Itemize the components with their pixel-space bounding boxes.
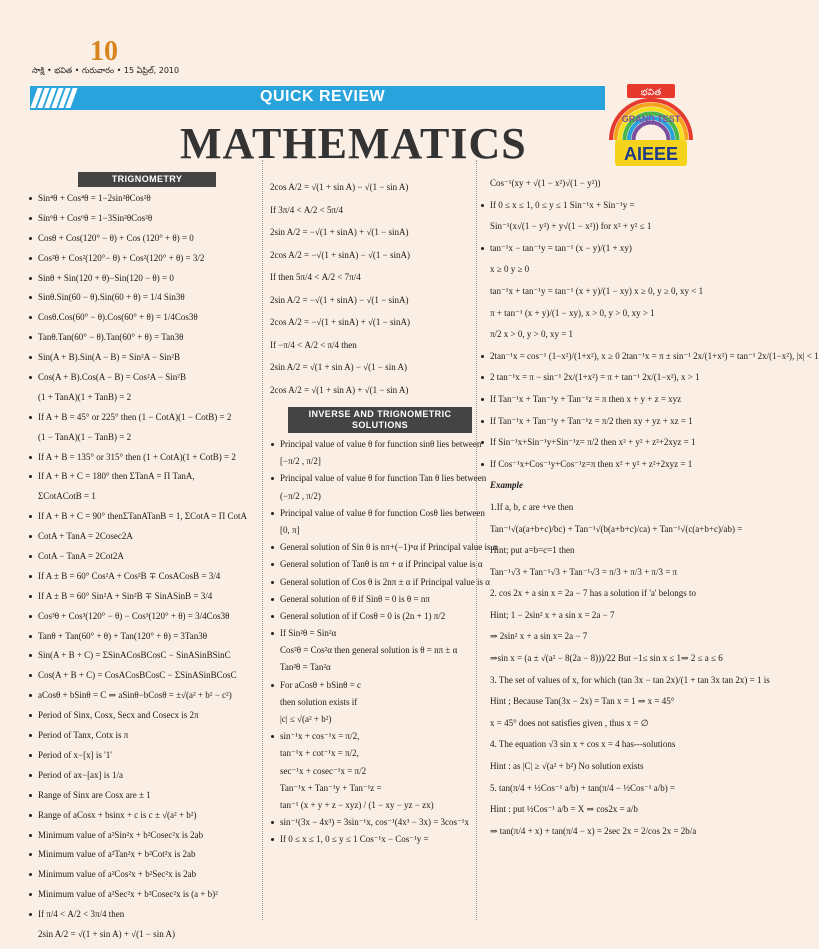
formula-item: π + tan⁻¹ (x + y)/(1 − xy), x > 0, y > 0, xy > 1 bbox=[490, 307, 655, 318]
formula-item: 5. tan(π/4 + ½Cos⁻¹ a/b) + tan(π/4 − ½Cos⁻¹ a/b) = bbox=[490, 782, 676, 793]
formula-list bbox=[480, 178, 819, 837]
formula-item: 4. The equation √3 sin x + cos x = 4 has---solutions bbox=[490, 739, 676, 750]
formula-item: Period of Tanx, Cotx is π bbox=[28, 730, 256, 741]
section-label: QUICK REVIEW bbox=[260, 88, 386, 105]
formula-item: 2sin A/2 = −√(1 + sinA) − √(1 − sinA) bbox=[270, 294, 409, 305]
formula-item: Minimum value of a²Sin²x + b²Cosec²x is 2ab bbox=[28, 830, 256, 841]
formula-item: sec⁻¹x + cosec⁻¹x = π/2 bbox=[280, 765, 367, 776]
examples-column bbox=[480, 178, 819, 847]
formula-item: If Sin⁻¹x+Sin⁻¹y+Sin⁻¹z= π/2 then x² + y² + z²+2xyz = 1 bbox=[480, 437, 710, 448]
formula-item: Sin⁶θ + Cos⁶θ = 1−3Sin²θCos²θ bbox=[28, 213, 256, 224]
formula-item: Cos³θ + Cos³(120° − θ) − Cos³(120° + θ) = 3/4Cos3θ bbox=[28, 611, 256, 622]
formula-item: π/2 x > 0, y > 0, xy = 1 bbox=[490, 329, 574, 340]
formula-item: Principal value of value θ for function Tan θ lies between bbox=[270, 473, 476, 484]
formula-item: 3. The set of values of x, for which (tan 3x − tan 2x)/(1 + tan 3x tan 2x) = 1 is bbox=[490, 674, 770, 685]
formula-item: Sin(A + B + C) = ΣSinACosBCosC − SinASinBSinC bbox=[28, 650, 256, 661]
formula-item: Tanθ.Tan(60° − θ).Tan(60° + θ) = Tan3θ bbox=[28, 332, 256, 343]
formula-item: If −π/4 < A/2 < π/4 then bbox=[270, 339, 357, 350]
stripes-logo-icon bbox=[34, 88, 78, 108]
formula-item: (−π/2 , π/2) bbox=[280, 490, 321, 501]
formula-item: then solution exists if bbox=[280, 696, 358, 707]
formula-item: (1 + TanA)(1 + TanB) = 2 bbox=[38, 391, 132, 402]
formula-item: If 0 ≤ x ≤ 1, 0 ≤ y ≤ 1 Cos⁻¹x − Cos⁻¹y = bbox=[270, 834, 476, 845]
formula-item: x = 45° does not satisfies given , thus x = ∅ bbox=[490, 717, 649, 728]
formula-item: If A + B = 135° or 315° then (1 + CotA)(1 + CotB) = 2 bbox=[28, 452, 256, 463]
formula-item: sin⁻¹x + cos⁻¹x = π/2, bbox=[270, 731, 476, 742]
formula-item: If Tan⁻¹x + Tan⁻¹y + Tan⁻¹z = π/2 then xy + yz + xz = 1 bbox=[480, 416, 710, 427]
formula-item: Sinθ + Sin(120 + θ)−Sin(120 − θ) = 0 bbox=[28, 273, 256, 284]
formula-item: Tan⁻¹x + Tan⁻¹y + Tan⁻¹z = bbox=[280, 782, 382, 793]
formula-item: Minimum value of a²Tan²x + b²Cot²x is 2ab bbox=[28, 849, 256, 860]
formula-item: ⇒ tan(π/4 + x) + tan(π/4 − x) = 2sec 2x = 2/cos 2x = 2b/a bbox=[490, 825, 697, 836]
formula-item: tan⁻¹x + cot⁻¹x = π/2, bbox=[280, 748, 359, 759]
formula-item: x ≥ 0 y ≥ 0 bbox=[490, 264, 530, 275]
formula-item: Cosθ + Cos(120° − θ) + Cos (120° + θ) = 0 bbox=[28, 233, 256, 244]
trigonometry-column bbox=[28, 172, 256, 949]
dateline: సాక్షి • భవిత • గురువారం • 15 ఏప్రిల్, 2010 bbox=[32, 66, 180, 75]
logo-middle-text: GRAND TEST bbox=[621, 114, 681, 124]
formula-item: If Sin²θ = Sin²α bbox=[270, 628, 476, 639]
formula-item: For aCosθ + bSinθ = c bbox=[270, 680, 476, 691]
formula-item: If Cos⁻¹x+Cos⁻¹y+Cos⁻¹z=π then x² + y² + z²+2xyz = 1 bbox=[480, 459, 710, 470]
formula-item: General solution of Sin θ is nπ+(−1)ⁿα if Principal value is α bbox=[270, 542, 476, 553]
section-header-inverse: INVERSE AND TRIGNOMETRIC SOLUTIONS bbox=[288, 407, 472, 433]
formula-item: 2tan⁻¹x = cos⁻¹ (1−x²)/(1+x²), x ≥ 0 2tan⁻¹x = π ± sin⁻¹ 2x/(1+x²) = tan⁻¹ 2x/(1−x²), |x| < 1 bbox=[480, 351, 710, 362]
formula-item: tan⁻¹x + tan⁻¹y = tan⁻¹ (x + y)/(1 − xy) x ≥ 0, y ≥ 0, xy < 1 bbox=[490, 285, 704, 296]
formula-list bbox=[28, 193, 256, 940]
formula-item: Tanθ + Tan(60° + θ) + Tan(120° + θ) = 3Tan3θ bbox=[28, 631, 256, 642]
column-divider bbox=[476, 160, 478, 920]
formula-item: Example bbox=[490, 480, 523, 491]
formula-item: 2 tan⁻¹x = π − sin⁻¹ 2x/(1+x²) = π + tan⁻¹ 2x/(1−x²), x > 1 bbox=[480, 372, 710, 383]
formula-item: [0, π] bbox=[280, 524, 300, 535]
formula-item: Minimum value of a²Sec²x + b²Cosec²x is (a + b)² bbox=[28, 889, 256, 900]
formula-item: Cos²θ = Cos²α then general solution is θ = nπ ± α bbox=[280, 645, 458, 656]
formula-item: (1 − TanA)(1 − TanB) = 2 bbox=[38, 431, 132, 442]
formula-item: Period of x−[x] is '1' bbox=[28, 750, 256, 761]
formula-item: Period of ax−[ax] is 1/a bbox=[28, 770, 256, 781]
formula-item: 2sin A/2 = √(1 + sin A) − √(1 − sin A) bbox=[270, 362, 407, 372]
formula-item: If A + B = 45° or 225° then (1 − CotA)(1 − CotB) = 2 bbox=[28, 412, 256, 423]
formula-item: General solution of if Cosθ = 0 is (2n + 1) π/2 bbox=[270, 611, 476, 622]
formula-item: Cos(A + B).Cos(A − B) = Cos²A − Sin²B bbox=[28, 372, 256, 383]
formula-item: Period of Sinx, Cosx, Secx and Cosecx is 2π bbox=[28, 710, 256, 721]
formula-item: ΣCotACotB = 1 bbox=[38, 491, 96, 502]
formula-item: Hint : as |C| ≥ √(a² + b²) No solution exists bbox=[490, 761, 644, 772]
formula-item: If 0 ≤ x ≤ 1, 0 ≤ y ≤ 1 Sin⁻¹x + Sin⁻¹y = bbox=[480, 200, 710, 211]
formula-item: 2cos A/2 = √(1 + sin A) + √(1 − sin A) bbox=[270, 384, 409, 395]
formula-item: Tan²θ = Tan²α bbox=[280, 662, 331, 673]
formula-list bbox=[270, 182, 476, 396]
inverse-trig-column bbox=[270, 182, 498, 852]
formula-item: CotA − TanA = 2Cot2A bbox=[28, 551, 256, 562]
formula-item: Tan⁻¹√3 + Tan⁻¹√3 + Tan⁻¹√3 = π/3 + π/3 + π/3 = π bbox=[490, 566, 678, 577]
formula-item: CotA + TanA = 2Cosec2A bbox=[28, 531, 256, 542]
formula-item: 2cos A/2 = √(1 + sin A) − √(1 − sin A) bbox=[270, 182, 409, 192]
formula-item: Tan⁻¹√(a(a+b+c)/bc) + Tan⁻¹√(b(a+b+c)/ca) + Tan⁻¹√(c(a+b+c)/ab) = bbox=[490, 523, 743, 534]
formula-item: Hint ; Because Tan(3x − 2x) = Tan x = 1 ⇒ x = 45° bbox=[490, 696, 675, 707]
formula-list bbox=[270, 439, 498, 845]
formula-item: General solution of Cos θ is 2nπ ± α if Principal value is α bbox=[270, 577, 476, 588]
formula-item: Range of Sinx are Cosx are ± 1 bbox=[28, 790, 256, 801]
formula-item: If then 5π/4 < A/2 < 7π/4 bbox=[270, 272, 361, 282]
formula-item: If 3π/4 < A/2 < 5π/4 bbox=[270, 204, 343, 215]
formula-item: Sinθ.Sin(60 − θ).Sin(60 + θ) = 1/4 Sin3θ bbox=[28, 292, 256, 303]
formula-item: 2cos A/2 = −√(1 + sinA) − √(1 − sinA) bbox=[270, 249, 411, 260]
formula-item: 2sin A/2 = √(1 + sin A) + √(1 − sin A) bbox=[38, 928, 175, 939]
logo-bottom-text: AIEEE bbox=[623, 144, 679, 164]
formula-item: Sin(A + B).Sin(A − B) = Sin²A − Sin²B bbox=[28, 352, 256, 363]
formula-item: 2sin A/2 = −√(1 + sinA) + √(1 − sinA) bbox=[270, 227, 409, 237]
formula-item: Cos⁻¹(xy + √(1 − x²)√(1 − y²)) bbox=[490, 178, 601, 188]
formula-item: aCosθ + bSinθ = C ⇒ aSinθ−bCosθ = ±√(a² + b² − c²) bbox=[28, 690, 256, 701]
formula-item: Cos(A + B + C) = CosACosBCosC − ΣSinASinBCosC bbox=[28, 670, 256, 681]
formula-item: If π/4 < A/2 < 3π/4 then bbox=[28, 909, 256, 920]
formula-item: sin⁻¹(3x − 4x³) = 3sin⁻¹x, cos⁻¹(4x³ − 3x) = 3cos⁻¹x bbox=[270, 817, 476, 828]
formula-item: Cos²θ + Cos²(120°− θ) + Cos²(120° + θ) = 3/2 bbox=[28, 253, 256, 264]
formula-item: 1.If a, b, c are +ve then bbox=[490, 501, 574, 512]
formula-item: |c| ≤ √(a² + b²) bbox=[280, 714, 332, 724]
formula-item: Hint; 1 − 2sin² x + a sin x = 2a − 7 bbox=[490, 609, 615, 620]
formula-item: ⇒ 2sin² x + a sin x= 2a − 7 bbox=[490, 631, 588, 642]
formula-item: Hint; put a=b=c=1 then bbox=[490, 545, 575, 556]
page-title: MATHEMATICS bbox=[180, 119, 527, 168]
section-header-trigonometry: TRIGNOMETRY bbox=[78, 172, 216, 187]
formula-item: Sin⁴θ + Cos⁴θ = 1−2sin²θCos²θ bbox=[28, 193, 256, 204]
formula-item: General solution of θ if Sinθ = 0 is θ = nπ bbox=[270, 594, 476, 605]
formula-item: If A ± B = 60° Cos²A + Cos²B ∓ CosACosB = 3/4 bbox=[28, 571, 256, 582]
formula-item: Hint : put ½Cos⁻¹ a/b = X ⇒ cos2x = a/b bbox=[490, 804, 638, 815]
column-divider bbox=[262, 160, 264, 920]
formula-item: Principal value of value θ for function sinθ lies between bbox=[270, 439, 476, 450]
formula-item: Principal value of value θ for function Cosθ lies between bbox=[270, 508, 476, 519]
formula-item: [−π/2 , π/2] bbox=[280, 456, 321, 467]
formula-item: Range of aCosx + bsinx + c is c ± √(a² + b²) bbox=[28, 810, 256, 821]
formula-item: ⇒sin x = (a ± √(a² − 8(2a − 8)))/22 But −1≤ sin x ≤ 1⇒ 2 ≤ a ≤ 6 bbox=[490, 653, 723, 664]
grand-test-aieee-logo bbox=[605, 84, 697, 170]
formula-item: Sin⁻¹(x√(1 − y²) + y√(1 − x²)) for x² + y² ≤ 1 bbox=[490, 221, 652, 232]
formula-item: General solution of Tanθ is nπ + α if Principal value is α bbox=[270, 559, 476, 570]
formula-item: 2. cos 2x + a sin x = 2a − 7 has a solution if 'a' belongs to bbox=[490, 588, 696, 599]
rainbow-arc bbox=[634, 123, 669, 141]
formula-item: If Tan⁻¹x + Tan⁻¹y + Tan⁻¹z = π then x + y + z = xyz bbox=[480, 394, 710, 405]
logo-top-text: భవిత bbox=[640, 88, 662, 98]
formula-item: If A + B + C = 90° thenΣTanATanB = 1, ΣCotA = Π CotA bbox=[28, 511, 256, 522]
formula-item: tan⁻¹x − tan⁻¹y = tan⁻¹ (x − y)/(1 + xy) bbox=[480, 243, 710, 254]
page-number: 10 bbox=[90, 36, 118, 67]
formula-item: Minimum value of a²Cos²x + b²Sec²x is 2ab bbox=[28, 869, 256, 880]
formula-item: If A ± B = 60° Sin²A + Sin²B ∓ SinASinB = 3/4 bbox=[28, 591, 256, 602]
formula-item: If A + B + C = 180° then ΣTanA = Π TanA, bbox=[28, 471, 256, 482]
formula-item: 2cos A/2 = −√(1 + sinA) + √(1 − sinA) bbox=[270, 317, 411, 327]
formula-item: tan⁻¹ (x + y + z − xyz) / (1 − xy − yz − zx) bbox=[280, 799, 434, 810]
formula-item: Cosθ.Cos(60° − θ).Cos(60° + θ) = 1/4Cos3θ bbox=[28, 312, 256, 323]
